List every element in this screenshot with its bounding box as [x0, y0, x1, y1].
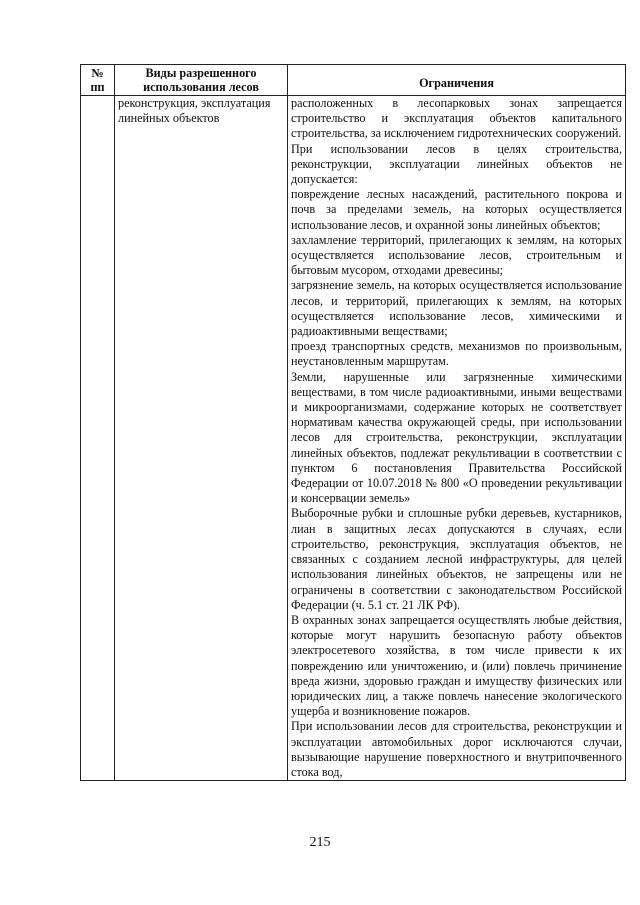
restriction-paragraph: В охранных зонах запрещается осуществлять любые действия, которые могут нарушить безопасную работу объектов электросетевого хозяйства, в том числе привести к их повреждению или уничтожению, и (или) повлечь причинение вреда жизни, здоровью граждан и имуществу физических или юридических лиц, а также повлечь нанесение экологического ущерба и возникновение пожаров.: [291, 612, 622, 719]
table-row: [81, 96, 626, 781]
header-restrictions: Ограничения: [288, 65, 626, 96]
header-number-line2: пп: [90, 80, 105, 94]
restriction-paragraph: Выборочные рубки и сплошные рубки деревьев, кустарников, лиан в защитных лесах допускаются в случаях, если строительство, реконструкция, эксплуатация объектов, не связанных с созданием лесной инфраструктуры, для целей использования линейных объектов, не запрещены или не ограничены в соответствии с законодательством Российской Федерации (ч. 5.1 ст. 21 ЛК РФ).: [291, 506, 622, 612]
header-usage-type-line2: использования лесов: [143, 80, 259, 94]
restriction-paragraph: Земли, нарушенные или загрязненные химическими веществами, в том числе радиоактивными, иными веществами и микроорганизмами, содержание которых не соответствует нормативам качества окружающей среды, при использовании лесов для строительства, реконструкции, эксплуатации линейных объектов, подлежат рекультивации в соответствии с пунктом 6 постановления Правительства Российской Федерации от 10.07.2018 № 800 «О проведении рекультивации и консервации земель»: [291, 369, 622, 506]
row-restrictions-cell: [288, 96, 626, 781]
page-number: 215: [309, 835, 331, 850]
row-usage-type-cell: реконструкция, эксплуатация линейных объектов: [115, 96, 288, 781]
restriction-paragraph: захламление территорий, прилегающих к землям, на которых осуществляется использование лесов, строительным и бытовым мусором, отходами древесины;: [291, 232, 622, 278]
restriction-paragraph: проезд транспортных средств, механизмов по произвольным, неустановленным маршрутам.: [291, 339, 622, 369]
row-number-cell: [81, 96, 115, 781]
restrictions-table: [80, 64, 626, 781]
restriction-paragraph: При использовании лесов для строительства, реконструкции и эксплуатации автомобильных дорог исключаются случаи, вызывающие нарушение поверхностного и внутрипочвенного стока вод,: [291, 719, 622, 779]
restriction-paragraph: При использовании лесов в целях строительства, реконструкции, эксплуатации линейных объектов не допускается:: [291, 141, 622, 187]
table-header-row: [81, 65, 626, 96]
header-usage-type-line1: Виды разрешенного: [145, 66, 257, 80]
restriction-paragraph: повреждение лесных насаждений, растительного покрова и почв за пределами земель, на которых осуществляется использование лесов, и охранной зоны линейных объектов;: [291, 187, 622, 232]
restriction-paragraph: загрязнение земель, на которых осуществляется использование лесов, и территорий, прилегающих к землям, на которых осуществляется использование лесов, химическими и радиоактивными веществами;: [291, 278, 622, 339]
header-number-line1: №: [91, 66, 104, 80]
header-usage-type: [115, 65, 288, 96]
header-number: [81, 65, 115, 96]
restriction-paragraph: расположенных в лесопарковых зонах запрещается строительство и эксплуатация объектов капитального строительства, за исключением гидротехнических сооружений.: [291, 96, 622, 141]
